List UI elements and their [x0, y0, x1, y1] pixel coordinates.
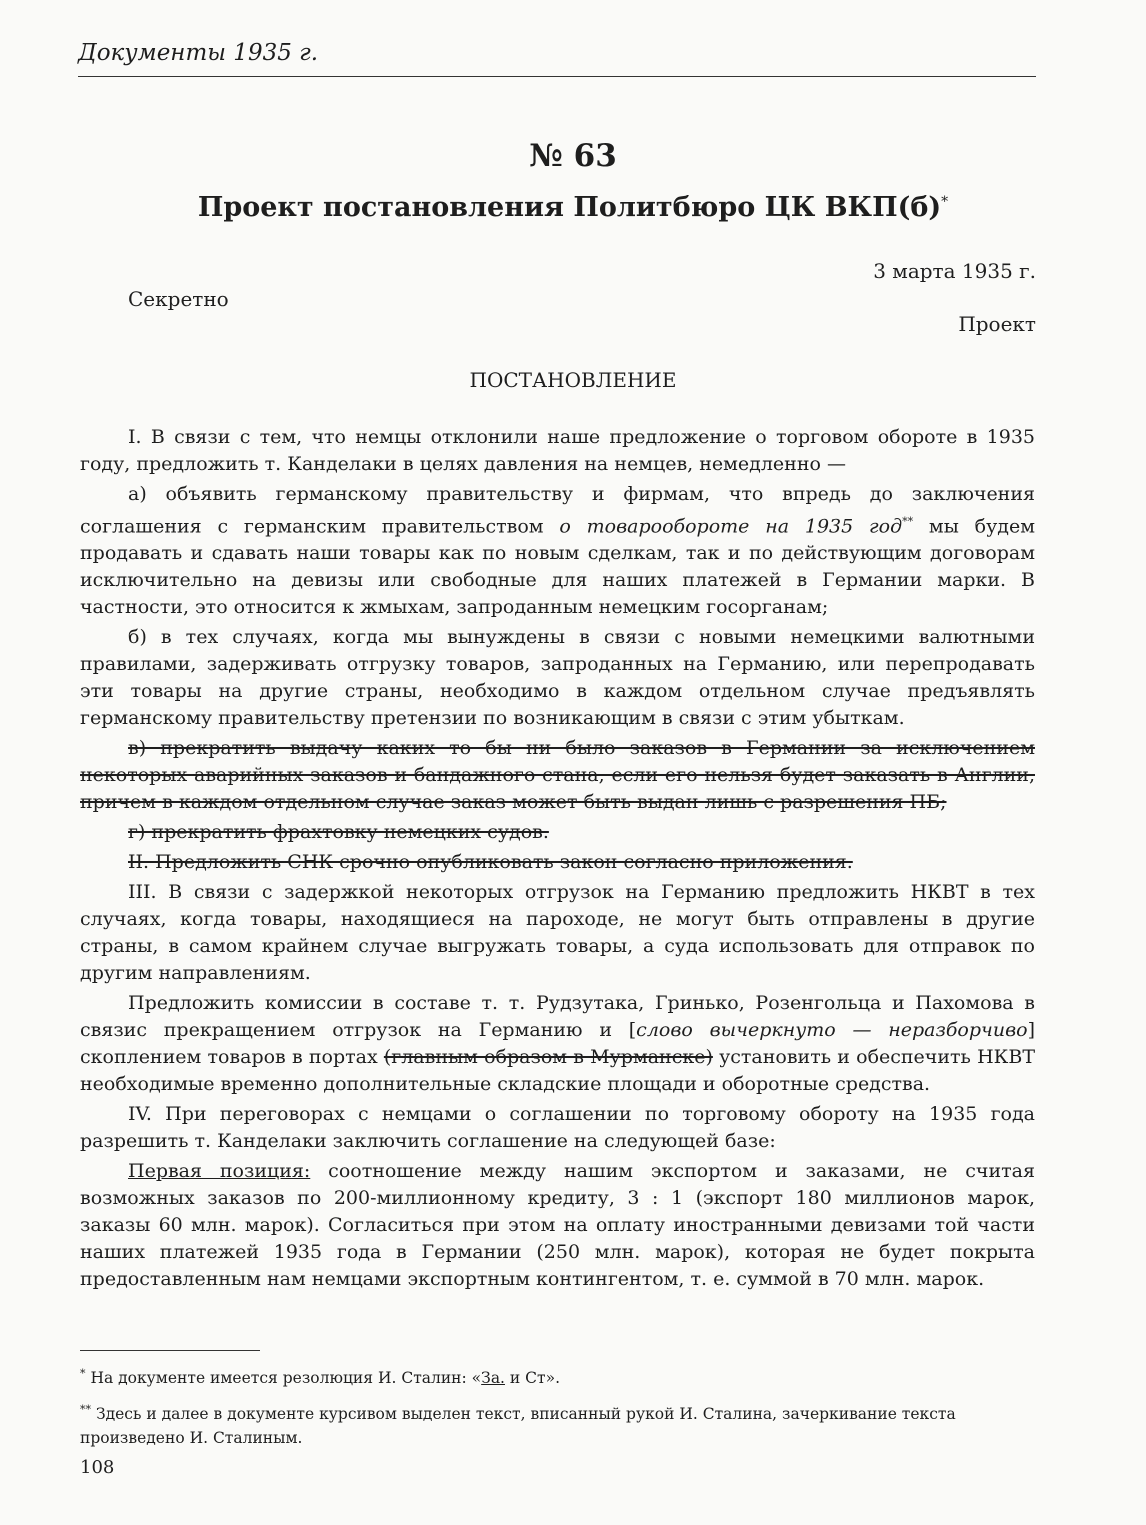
paragraph-3-text-2: ] скоплением товаров в портах [80, 1019, 1035, 1069]
editorial-note: слово вычеркнуто — неразборчиво [636, 1019, 1028, 1042]
document-title-text: Проект постановления Политбюро ЦК ВКП(б) [197, 192, 942, 223]
paragraph-1d-struck [80, 819, 1035, 846]
footnote-1-underlined: За. [481, 1369, 505, 1388]
struck-text-1c: в) прекратить выдачу каких то бы ни было заказов в Германии за исключением некоторых аварийных заказов и бандажного стана, если его нельзя будет заказать в Англии, причем в каждом отдельном случае заказ может быть выдан лишь с разрешения ПБ; [80, 737, 1035, 814]
footnote-2 [80, 1398, 1035, 1450]
paragraph-3: III. В связи с задержкой некоторых отгрузок на Германию предложить НКВТ в тех случаях, когда товары, находящиеся на пароходе, не могут быть отправлены в другие страны, в самом крайнем случае выгружать товары, а суда использовать для отправок по другим направлениям. [80, 881, 1035, 985]
paragraph-1a-text-2: мы будем продавать и сдавать наши товары как по новым сделкам, так и по действующим договорам исключительно на девизы или свободные для наших платежей в Германии марки. В частности, это относится к жмыхам, запроданным немецким госорганам; [80, 515, 1035, 619]
struck-text-3: (главным образом в Мурманске) [383, 1046, 713, 1069]
document-title [0, 192, 1146, 223]
document-date: 3 марта 1935 г. [873, 259, 1036, 283]
footnote-1-text-2: и Ст». [509, 1369, 561, 1388]
paragraph-1b: б) в тех случаях, когда мы вынуждены в связи с новыми немецкими валютными правилами, задерживать отгрузку товаров, запроданных на Германию, или перепродавать эти товары на другие страны, необходимо в каждом отдельном случае предъявлять германскому правительству претензии по возникающим в связи с этим убыткам. [80, 626, 1035, 730]
classification-label: Секретно [128, 287, 229, 311]
paragraph-1a [80, 481, 1035, 621]
first-position-text: соотношение между нашим экспортом и заказами, не считая возможных заказов по 200-миллионному кредиту, 3 : 1 (экспорт 180 миллионов марок, заказы 60 млн. марок). Согласиться при этом на оплату иностранными девизами той части наших платежей 1935 года в Германии (250 млн. марок), которая не будет покрыта предоставленным нам немцами экспортным контингентом, т. е. суммой в 70 млн. марок. [80, 1160, 1035, 1291]
footnote-1 [80, 1362, 1035, 1390]
footnote-2-mark: ** [80, 1403, 91, 1417]
footnote-separator [80, 1350, 260, 1351]
draft-label: Проект [958, 312, 1036, 336]
handwritten-insertion: о товарообороте на 1935 год [559, 515, 903, 538]
paragraph-3-commission [80, 990, 1035, 1098]
paragraph-4-first-position [80, 1158, 1035, 1293]
title-footnote-mark: * [941, 194, 949, 210]
running-header: Документы 1935 г. [78, 40, 1036, 77]
footnote-mark-2: ** [902, 515, 914, 528]
footnotes [80, 1362, 1035, 1458]
document-body [80, 424, 1035, 1296]
page-number: 108 [80, 1457, 115, 1478]
first-position-label: Первая позиция: [128, 1160, 311, 1183]
footnote-1-mark: * [80, 1367, 86, 1380]
resolution-heading: ПОСТАНОВЛЕНИЕ [469, 368, 677, 392]
paragraph-3-text-3: установить и обеспечить НКВТ необходимые временно дополнительные складские площади и оборотные средства. [80, 1046, 1035, 1096]
document-number: № 63 [529, 138, 617, 174]
paragraph-4: IV. При переговорах с немцами о соглашении по торговому обороту на 1935 года разрешить т. Канделаки заключить соглашение на следующей базе: [80, 1103, 1035, 1153]
struck-text-1d: г) прекратить фрахтовку немецких судов. [128, 821, 549, 844]
paragraph-1: I. В связи с тем, что немцы отклонили наше предложение о торговом обороте в 1935 году, предложить т. Канделаки в целях давления на немцев, немедленно — [80, 426, 1035, 475]
footnote-1-text-1: На документе имеется резолюция И. Сталин: « [90, 1369, 482, 1388]
paragraph-2-struck [80, 849, 1035, 876]
paragraph-1c-struck [80, 735, 1035, 816]
paragraph-1a-text-1: а) объявить германскому правительству и фирмам, что впредь до заключения соглашения с германским правительством [80, 483, 1035, 538]
struck-text-2: II. Предложить СНК срочно опубликовать закон согласно приложения. [128, 851, 853, 874]
footnote-2-text: Здесь и далее в документе курсивом выделен текст, вписанный рукой И. Сталина, зачеркивание текста произведено И. Сталиным. [80, 1405, 956, 1448]
paragraph-3-text-1: Предложить комиссии в составе т. т. Рудзутака, Гринько, Розенгольца и Пахомова в связис прекращением отгрузок на Германию и [ [80, 992, 1035, 1042]
